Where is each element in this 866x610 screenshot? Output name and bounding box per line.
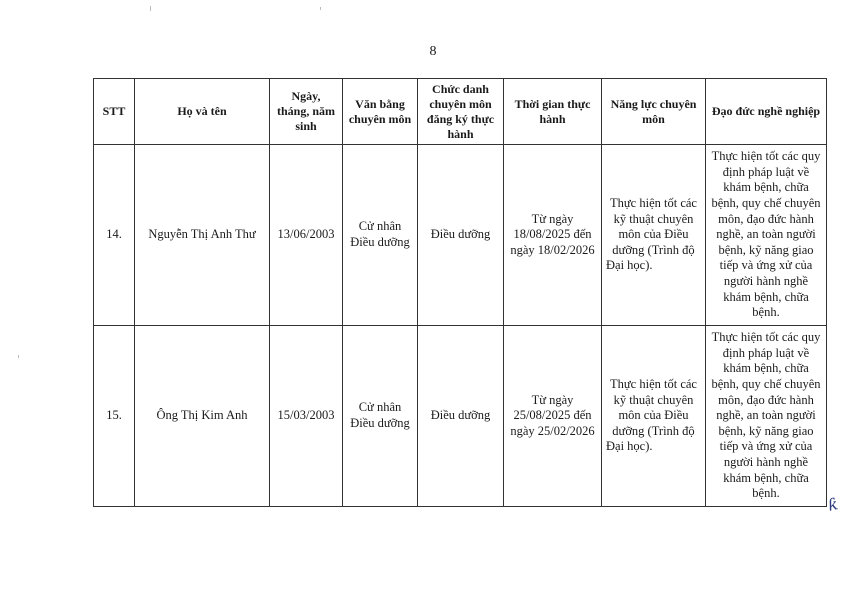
scan-speck	[150, 6, 151, 11]
cell-title: Điều dưỡng	[418, 145, 504, 326]
practitioner-table	[93, 78, 827, 507]
cell-degree: Cử nhân Điều dưỡng	[343, 145, 418, 326]
cell-competency: Thực hiện tốt các kỹ thuật chuyên môn của Điều dưỡng (Trình độ Đại học).	[602, 326, 706, 507]
header-competency: Năng lực chuyên môn	[602, 79, 706, 145]
table-row	[94, 145, 827, 326]
header-row	[94, 79, 827, 145]
cell-title: Điều dưỡng	[418, 326, 504, 507]
cell-competency: Thực hiện tốt các kỹ thuật chuyên môn của Điều dưỡng (Trình độ Đại học).	[602, 145, 706, 326]
cell-ethics: Thực hiện tốt các quy định pháp luật về khám bệnh, chữa bệnh, quy chế chuyên môn, đạo đức hành nghề, an toàn người bệnh, kỹ năng giao tiếp và ứng xử của người hành nghề khám bệnh, chữa bệnh.	[706, 145, 827, 326]
cell-stt: 15.	[94, 326, 135, 507]
header-ethics: Đạo đức nghề nghiệp	[706, 79, 827, 145]
cell-ethics: Thực hiện tốt các quy định pháp luật về khám bệnh, chữa bệnh, quy chế chuyên môn, đạo đức hành nghề, an toàn người bệnh, kỹ năng giao tiếp và ứng xử của người hành nghề khám bệnh, chữa bệnh.	[706, 326, 827, 507]
table-row	[94, 326, 827, 507]
cell-period: Từ ngày 18/08/2025 đến ngày 18/02/2026	[504, 145, 602, 326]
header-title: Chức danh chuyên môn đăng ký thực hành	[418, 79, 504, 145]
cell-name: Ông Thị Kim Anh	[135, 326, 270, 507]
cell-dob: 15/03/2003	[270, 326, 343, 507]
handwritten-initial: ƙ	[826, 494, 840, 515]
scan-speck	[18, 355, 19, 358]
cell-stt: 14.	[94, 145, 135, 326]
cell-degree: Cử nhân Điều dưỡng	[343, 326, 418, 507]
header-stt: STT	[94, 79, 135, 145]
header-period: Thời gian thực hành	[504, 79, 602, 145]
header-degree: Văn bằng chuyên môn	[343, 79, 418, 145]
cell-period: Từ ngày 25/08/2025 đến ngày 25/02/2026	[504, 326, 602, 507]
header-name: Họ và tên	[135, 79, 270, 145]
page-number: 8	[429, 44, 437, 59]
scan-speck	[320, 7, 321, 10]
cell-dob: 13/06/2003	[270, 145, 343, 326]
cell-name: Nguyễn Thị Anh Thư	[135, 145, 270, 326]
header-dob: Ngày, tháng, năm sinh	[270, 79, 343, 145]
